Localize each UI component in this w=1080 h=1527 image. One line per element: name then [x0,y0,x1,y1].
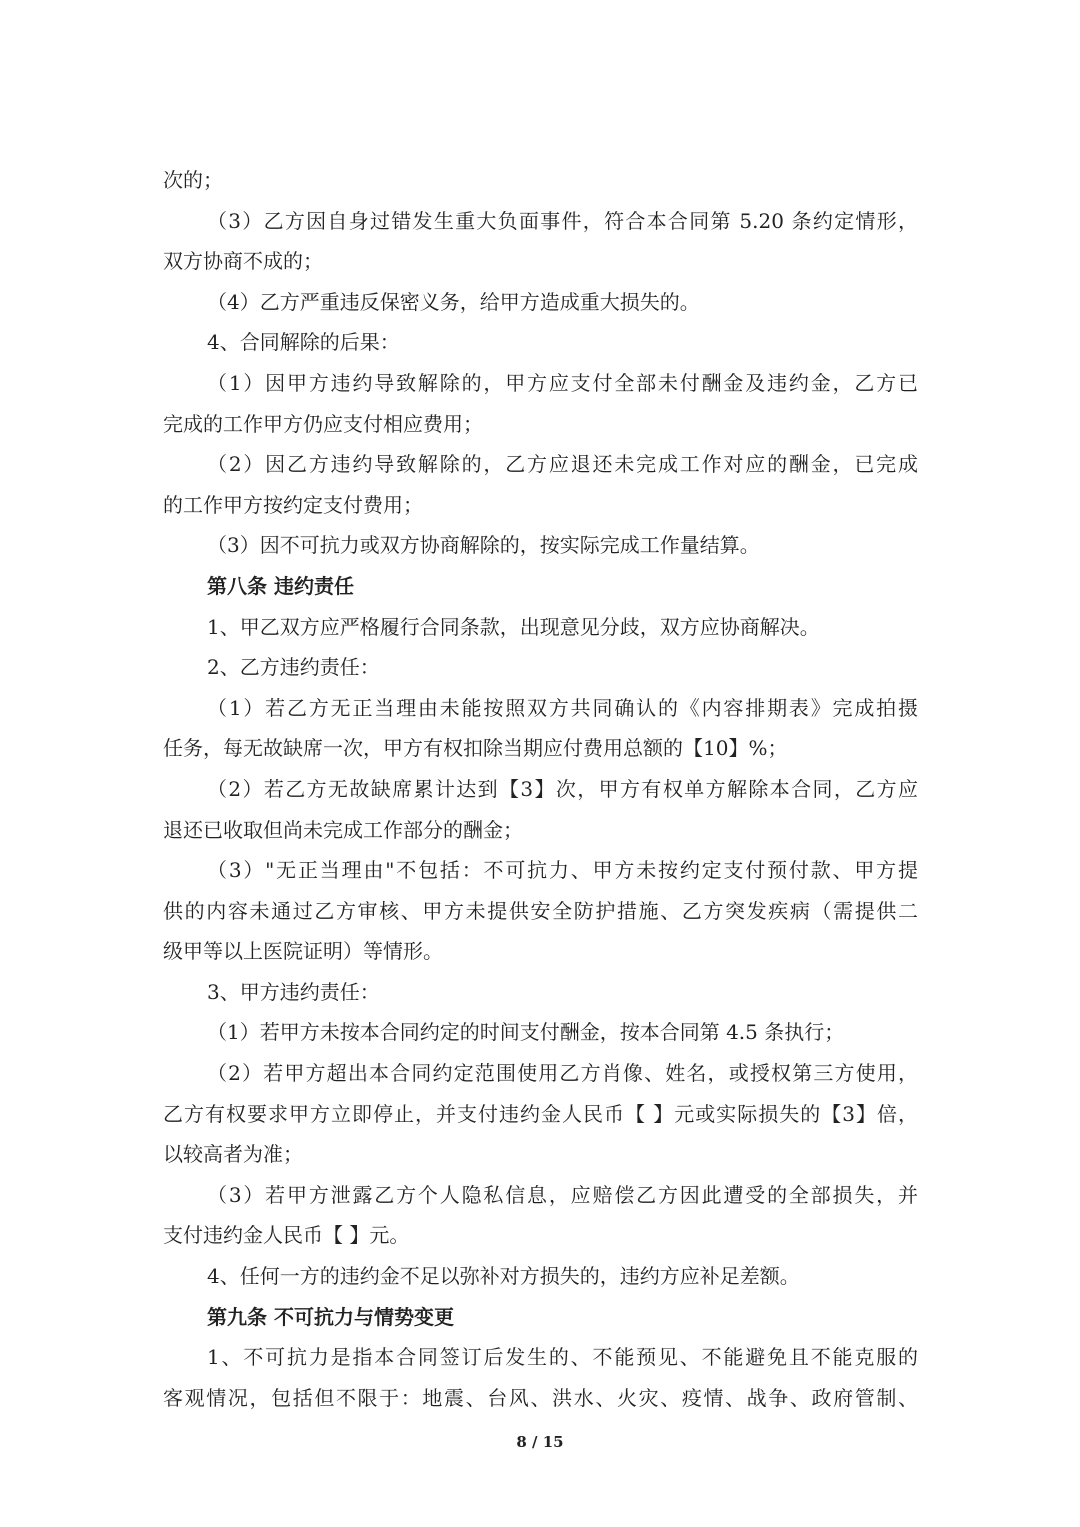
text-line: （2）若乙方无故缺席累计达到【3】次，甲方有权单方解除本合同，乙方应 [207,776,918,801]
text-line: （4）乙方严重违反保密义务，给甲方造成重大损失的。 [207,289,700,314]
section-heading: 第九条 不可抗力与情势变更 [207,1304,454,1329]
page-number: 8 / 15 [516,1433,564,1451]
text-line: 1、不可抗力是指本合同签订后发生的、不能预见、不能避免且不能克服的 [207,1345,918,1370]
document-body [163,160,918,1418]
text-line: （3）因不可抗力或双方协商解除的，按实际完成工作量结算。 [207,533,760,558]
text-line: 的工作甲方按约定支付费用； [163,492,423,517]
text-line: 供的内容未通过乙方审核、甲方未提供安全防护措施、乙方突发疾病（需提供二 [163,898,918,923]
text-line: 退还已收取但尚未完成工作部分的酬金； [163,817,523,842]
text-line: （3）乙方因自身过错发生重大负面事件，符合本合同第 5.20 条约定情形， [207,208,918,233]
text-line: （2）因乙方违约导致解除的，乙方应退还未完成工作对应的酬金，已完成 [207,452,918,477]
text-line: （3）"无正当理由"不包括：不可抗力、甲方未按约定支付预付款、甲方提 [207,858,918,883]
text-line: 次的； [163,168,223,192]
text-line: （3）若甲方泄露乙方个人隐私信息，应赔偿乙方因此遭受的全部损失，并 [207,1182,918,1207]
text-line: （1）若甲方未按本合同约定的时间支付酬金，按本合同第 4.5 条执行； [207,1020,845,1045]
text-line: 1、甲乙双方应严格履行合同条款，出现意见分歧，双方应协商解决。 [207,614,820,639]
text-line: 客观情况，包括但不限于：地震、台风、洪水、火灾、疫情、战争、政府管制、 [163,1385,918,1410]
text-line: （1）因甲方违约导致解除的，甲方应支付全部未付酬金及违约金，乙方已 [207,370,918,395]
text-line: 2、乙方违约责任： [207,655,380,680]
text-line: 3、甲方违约责任： [207,979,380,1004]
section-heading: 第八条 违约责任 [207,573,354,598]
text-line: 4、任何一方的违约金不足以弥补对方损失的，违约方应补足差额。 [207,1264,800,1289]
text-line: 双方协商不成的； [163,249,323,274]
text-line: 完成的工作甲方仍应支付相应费用； [163,411,483,436]
text-line: （1）若乙方无正当理由未能按照双方共同确认的《内容排期表》完成拍摄 [207,695,918,720]
text-line: 乙方有权要求甲方立即停止，并支付违约金人民币【 】元或实际损失的【3】倍， [163,1101,918,1126]
text-line: 级甲等以上医院证明）等情形。 [163,939,443,964]
text-line: 以较高者为准； [163,1142,303,1167]
text-line: （2）若甲方超出本合同约定范围使用乙方肖像、姓名，或授权第三方使用， [207,1061,918,1086]
text-line: 任务，每无故缺席一次，甲方有权扣除当期应付费用总额的【10】%； [163,736,788,761]
text-line: 支付违约金人民币【 】元。 [163,1223,410,1248]
text-line: 4、合同解除的后果： [207,330,400,355]
